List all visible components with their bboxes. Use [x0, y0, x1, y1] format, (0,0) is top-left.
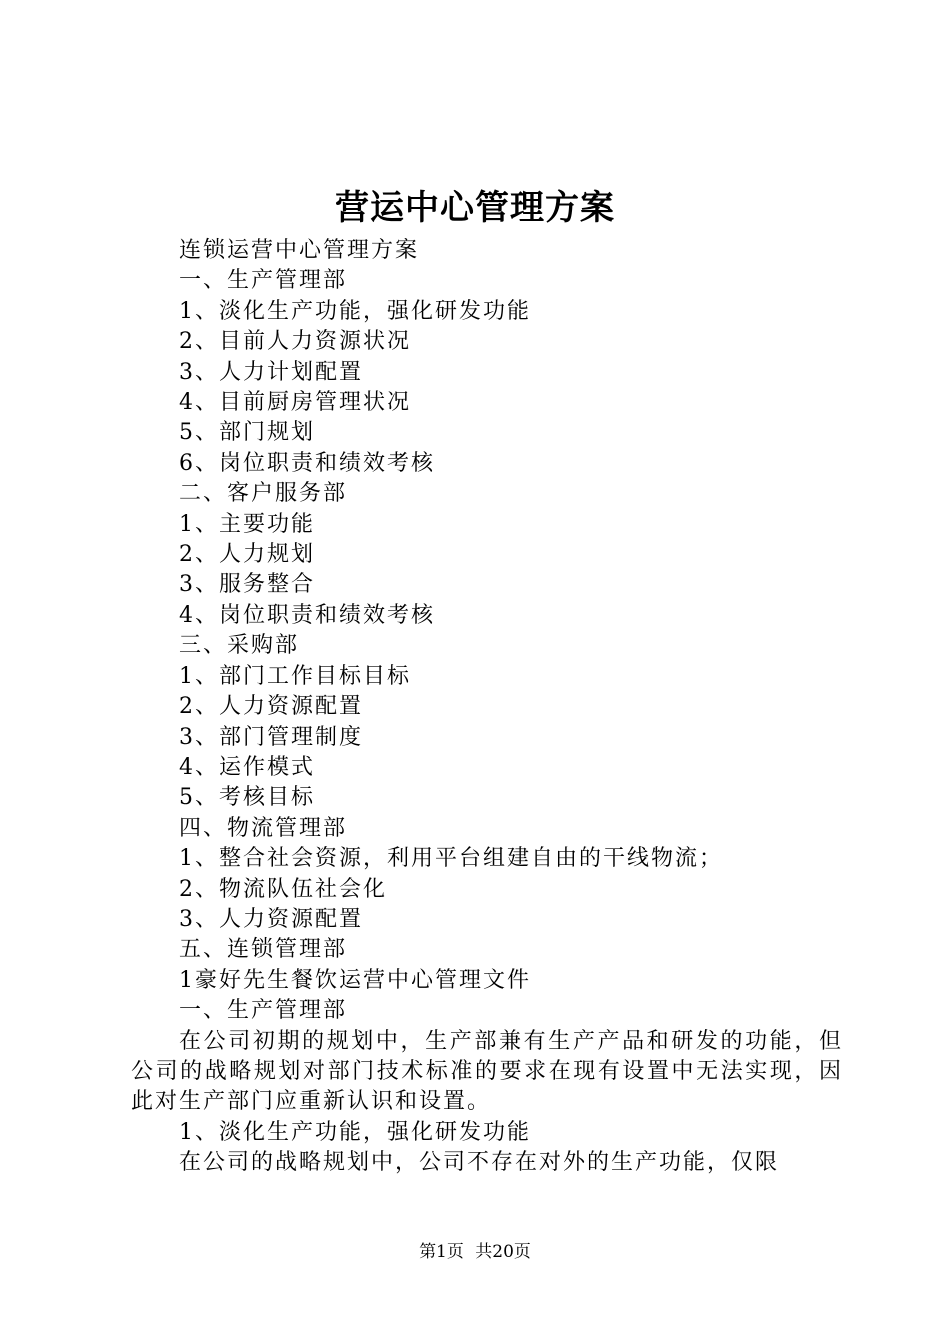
body-paragraph: 在公司的战略规划中，公司不存在对外的生产功能，仅限	[179, 1150, 780, 1176]
outline-line: 5、部门规划	[179, 420, 315, 446]
outline-line: 3、部门管理制度	[179, 724, 363, 750]
outline-line: 1、部门工作目标目标	[179, 663, 411, 689]
outline-line: 2、目前人力资源状况	[179, 329, 411, 355]
outline-line: 四、物流管理部	[179, 815, 348, 841]
outline-line: 1、淡化生产功能，强化研发功能	[179, 298, 531, 324]
outline-line: 4、目前厨房管理状况	[179, 390, 411, 416]
outline-line: 3、人力计划配置	[179, 359, 363, 385]
outline-line: 一、生产管理部	[179, 268, 348, 294]
page-footer: 第1页 共20页	[419, 1242, 531, 1262]
outline-line: 1、主要功能	[179, 511, 315, 537]
outline-line: 3、人力资源配置	[179, 906, 363, 932]
outline-line: 一、生产管理部	[179, 998, 348, 1024]
body-paragraph: 在公司初期的规划中，生产部兼有生产产品和研发的功能，但公司的战略规划对部门技术标准的要求在现有设置中无法实现，因此对生产部门应重新认识和设置。	[131, 1028, 843, 1115]
outline-line: 2、人力规划	[179, 542, 315, 568]
outline-line: 5、考核目标	[179, 785, 315, 811]
document-title: 营运中心管理方案	[335, 188, 615, 228]
outline-line: 1豪好先生餐饮运营中心管理文件	[179, 967, 531, 993]
outline-line: 三、采购部	[179, 633, 300, 659]
outline-line: 1、整合社会资源，利用平台组建自由的干线物流；	[179, 846, 723, 872]
outline-line: 二、客户服务部	[179, 481, 348, 507]
document-body	[131, 236, 843, 1179]
outline-line: 6、岗位职责和绩效考核	[179, 450, 435, 476]
outline-line: 3、服务整合	[179, 572, 315, 598]
outline-line: 2、物流队伍社会化	[179, 876, 387, 902]
outline-line: 2、人力资源配置	[179, 694, 363, 720]
outline-line: 五、连锁管理部	[179, 937, 348, 963]
outline-line: 4、岗位职责和绩效考核	[179, 602, 435, 628]
outline-line: 1、淡化生产功能，强化研发功能	[179, 1119, 531, 1145]
outline-line: 4、运作模式	[179, 754, 315, 780]
outline-line: 连锁运营中心管理方案	[179, 238, 420, 263]
